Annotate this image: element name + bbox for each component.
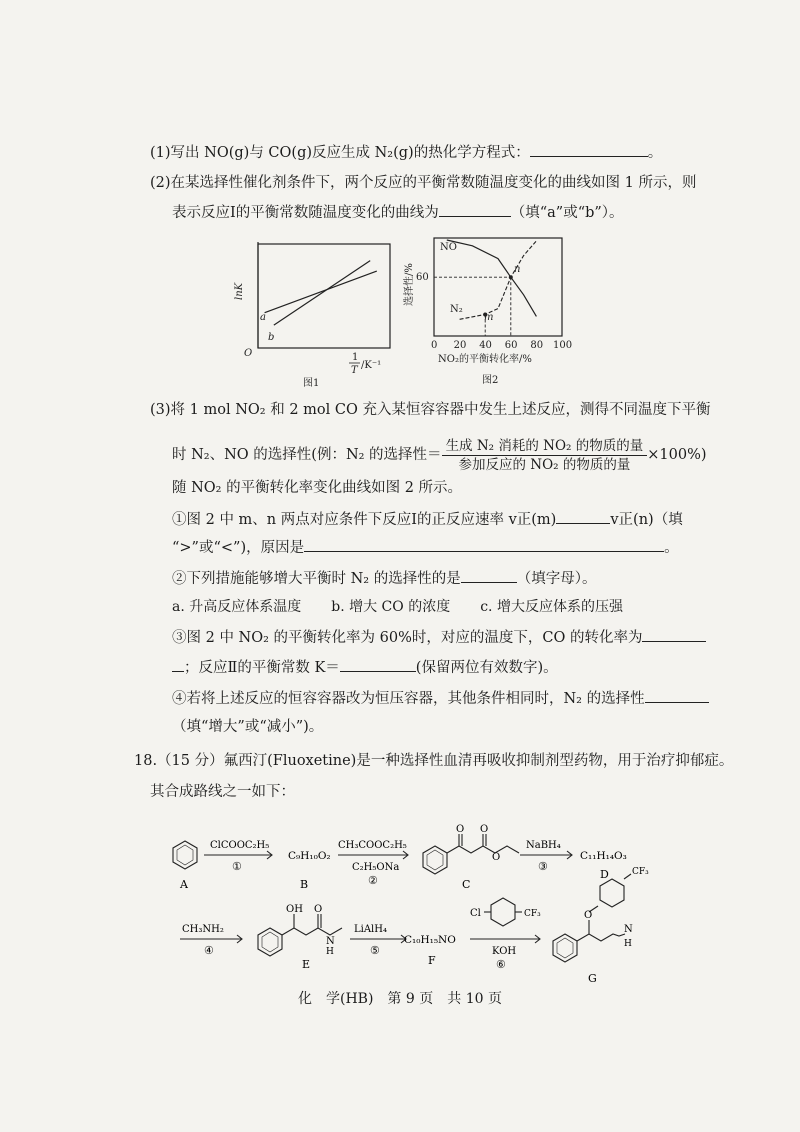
sub-question-1-line-2	[172, 537, 679, 558]
curve-a	[265, 271, 377, 313]
x-tick-80: 80	[530, 340, 544, 351]
answer-blank-3-4[interactable]	[645, 688, 709, 703]
label-D: D	[600, 868, 609, 881]
sub-question-2-hint: （填字母）。	[516, 571, 597, 587]
x-label-unit: /K⁻¹	[361, 360, 382, 371]
oxygen-G: O	[584, 910, 593, 921]
option-c: c. 增大反应体系的压强	[480, 599, 623, 615]
reagent-2-bottom: C₂H₅ONa	[352, 862, 400, 873]
sub-question-4-text: ④若将上述反应的恒容容器改为恒压容器，其他条件相同时，N₂ 的选择性	[172, 691, 645, 707]
sub-question-3-k: ；反应Ⅱ的平衡常数 K＝	[184, 660, 340, 676]
figure-1-caption: 图1	[303, 378, 320, 389]
reagent-1: ClCOOC₂H₅	[210, 840, 270, 851]
question-18-line-2: 其合成路线之一如下：	[150, 784, 295, 800]
figure-1-frame	[258, 244, 390, 348]
question-18-line-1: 18.（15 分）氟西汀(Fluoxetine)是一种选择性血清再吸收抑制剂型药物，用于治疗抑郁症。	[134, 753, 734, 769]
sub-question-2	[172, 568, 596, 589]
answer-blank-3-2[interactable]	[461, 568, 517, 583]
question-2-line-2	[172, 202, 624, 223]
step-5: ⑤	[370, 944, 380, 957]
hydrogen-G: H	[624, 939, 632, 949]
x-tick-60: 60	[504, 340, 518, 351]
answer-blank-2[interactable]	[439, 202, 511, 217]
step-4: ④	[204, 944, 214, 957]
point-n	[509, 275, 513, 279]
option-a: a. 升高反应体系温度	[172, 599, 302, 615]
sub-question-3	[172, 627, 706, 648]
x-tick-40: 40	[479, 340, 492, 351]
question-3-line-1: (3)将 1 mol NO₂ 和 2 mol CO 充入某恒容容器中发生上述反应，测得不同温度下平衡	[150, 402, 711, 418]
chain-C	[447, 846, 519, 853]
sub-question-1	[172, 509, 683, 530]
step-3: ③	[538, 860, 548, 873]
answer-blank-3-3a-cont[interactable]	[172, 657, 184, 672]
label-a: a	[260, 312, 266, 323]
reagent-6-bottom: KOH	[492, 946, 517, 957]
benzene-reagent-6	[491, 898, 515, 926]
oxygen-C-2: O	[480, 824, 489, 835]
question-1	[150, 142, 662, 163]
x-tick-0: 0	[431, 340, 438, 351]
step-1: ①	[232, 860, 242, 873]
label-B: B	[300, 878, 309, 891]
question-2-hint: （填“a”或“b”）。	[510, 205, 624, 221]
answer-blank-3-1[interactable]	[556, 509, 610, 524]
label-F: F	[428, 954, 436, 967]
sub-question-2-text: ②下列措施能够增大平衡时 N₂ 的选择性的是	[172, 571, 461, 587]
figure-2-ylabel: 选择性/%	[404, 263, 415, 306]
fraction-numerator: 生成 N₂ 消耗的 NO₂ 的物质的量	[442, 437, 648, 456]
reagent-6-cl: Cl	[470, 908, 481, 919]
benzene-G-2	[600, 879, 624, 907]
answer-blank-3-3b[interactable]	[340, 657, 416, 672]
sub-question-3-text: ③图 2 中 NO₂ 的平衡转化率为 60%时，对应的温度下，CO 的转化率为	[172, 630, 643, 646]
question-3-line-3: 随 NO₂ 的平衡转化率变化曲线如图 2 所示。	[172, 480, 463, 496]
figure-2	[398, 234, 578, 390]
figure-2-xlabel: NO₂的平衡转化率/%	[438, 354, 532, 365]
answer-blank-3-3a[interactable]	[642, 627, 706, 642]
x-tick-labels	[431, 340, 572, 351]
label-n2: N₂	[450, 304, 463, 315]
y-tick-60: 60	[416, 272, 429, 283]
sub-question-3-line-2	[172, 657, 558, 678]
question-2-text: 表示反应Ⅰ的平衡常数随温度变化的曲线为	[172, 205, 439, 221]
reagent-2-top: CH₃COOC₂H₅	[338, 840, 407, 851]
figure-2-caption: 图2	[482, 375, 499, 386]
sub-question-1-text: ①图 2 中 m、n 两点对应条件下反应Ⅰ的正反应速率 v正(m)	[172, 512, 557, 528]
sub-question-3-hint: (保留两位有效数字)。	[415, 660, 558, 676]
question-1-text: (1)写出 NO(g)与 CO(g)反应生成 N₂(g)的热化学方程式：	[150, 145, 530, 161]
step-2: ②	[368, 874, 378, 887]
label-no: NO	[440, 242, 457, 253]
formula-B: C₉H₁₀O₂	[288, 850, 331, 862]
label-A: A	[180, 878, 188, 891]
curve-n2	[460, 241, 537, 319]
question-3-def: 时 N₂、NO 的选择性(例：N₂ 的选择性＝	[172, 447, 442, 463]
x-tick-20: 20	[453, 340, 467, 351]
hydroxyl-E: OH	[286, 904, 303, 915]
cf3-G: CF₃	[632, 867, 649, 877]
selectivity-fraction	[442, 437, 648, 474]
answer-blank-1[interactable]	[530, 142, 648, 157]
oxygen-E: O	[314, 904, 323, 915]
label-C: C	[462, 878, 471, 891]
origin-label: O	[244, 348, 253, 359]
sub-question-1-reason: “>”或“<”)，原因是	[172, 540, 305, 556]
sub-question-1-cont: v正(n)（填	[610, 512, 683, 528]
fraction-denominator: 参加反应的 NO₂ 的物质的量	[458, 456, 631, 473]
question-3-line-2	[172, 436, 707, 474]
page-footer: 化 学(HB) 第 9 页 共 10 页	[298, 991, 502, 1007]
reagent-5: LiAlH₄	[354, 924, 387, 935]
question-2-line-1: (2)在某选择性催化剂条件下，两个反应的平衡常数随温度变化的曲线如图 1 所示，则	[150, 175, 697, 191]
label-b: b	[268, 332, 275, 343]
reagent-6-cf3: CF₃	[524, 909, 541, 919]
sub-question-1-end: 。	[664, 540, 679, 556]
answer-blank-3-1-reason[interactable]	[304, 537, 664, 552]
label-n: n	[514, 264, 521, 275]
option-b: b. 增大 CO 的浓度	[331, 599, 451, 615]
oxygen-C-3: O	[492, 852, 501, 863]
options-row	[172, 597, 623, 617]
oxygen-C-1: O	[456, 824, 465, 835]
label-E: E	[302, 958, 311, 971]
sub-question-4	[172, 688, 709, 709]
sub-question-4-hint: （填“增大”或“减小”)。	[172, 719, 324, 735]
figure-1	[228, 240, 398, 390]
x-tick-100: 100	[553, 340, 573, 351]
figure-1-ylabel: lnK	[234, 282, 245, 300]
formula-D: C₁₁H₁₄O₃	[580, 850, 627, 862]
question-1-end: 。	[647, 145, 663, 161]
chain-E	[282, 928, 342, 935]
formula-F: C₁₀H₁₅NO	[404, 934, 456, 946]
label-G: G	[588, 972, 597, 985]
step-6: ⑥	[496, 958, 506, 971]
reagent-4: CH₃NH₂	[182, 924, 224, 935]
curve-b	[274, 261, 370, 325]
hydrogen-E: H	[326, 947, 334, 957]
x-label-numerator: 1	[352, 352, 359, 363]
nitrogen-G: N	[624, 924, 633, 935]
reagent-3: NaBH₄	[526, 840, 561, 851]
label-m: m	[484, 312, 494, 323]
synthesis-route	[140, 816, 780, 986]
question-3-percent: ×100%)	[647, 447, 707, 463]
nitrogen-E: N	[326, 936, 335, 947]
x-label-denominator: T	[351, 365, 358, 376]
